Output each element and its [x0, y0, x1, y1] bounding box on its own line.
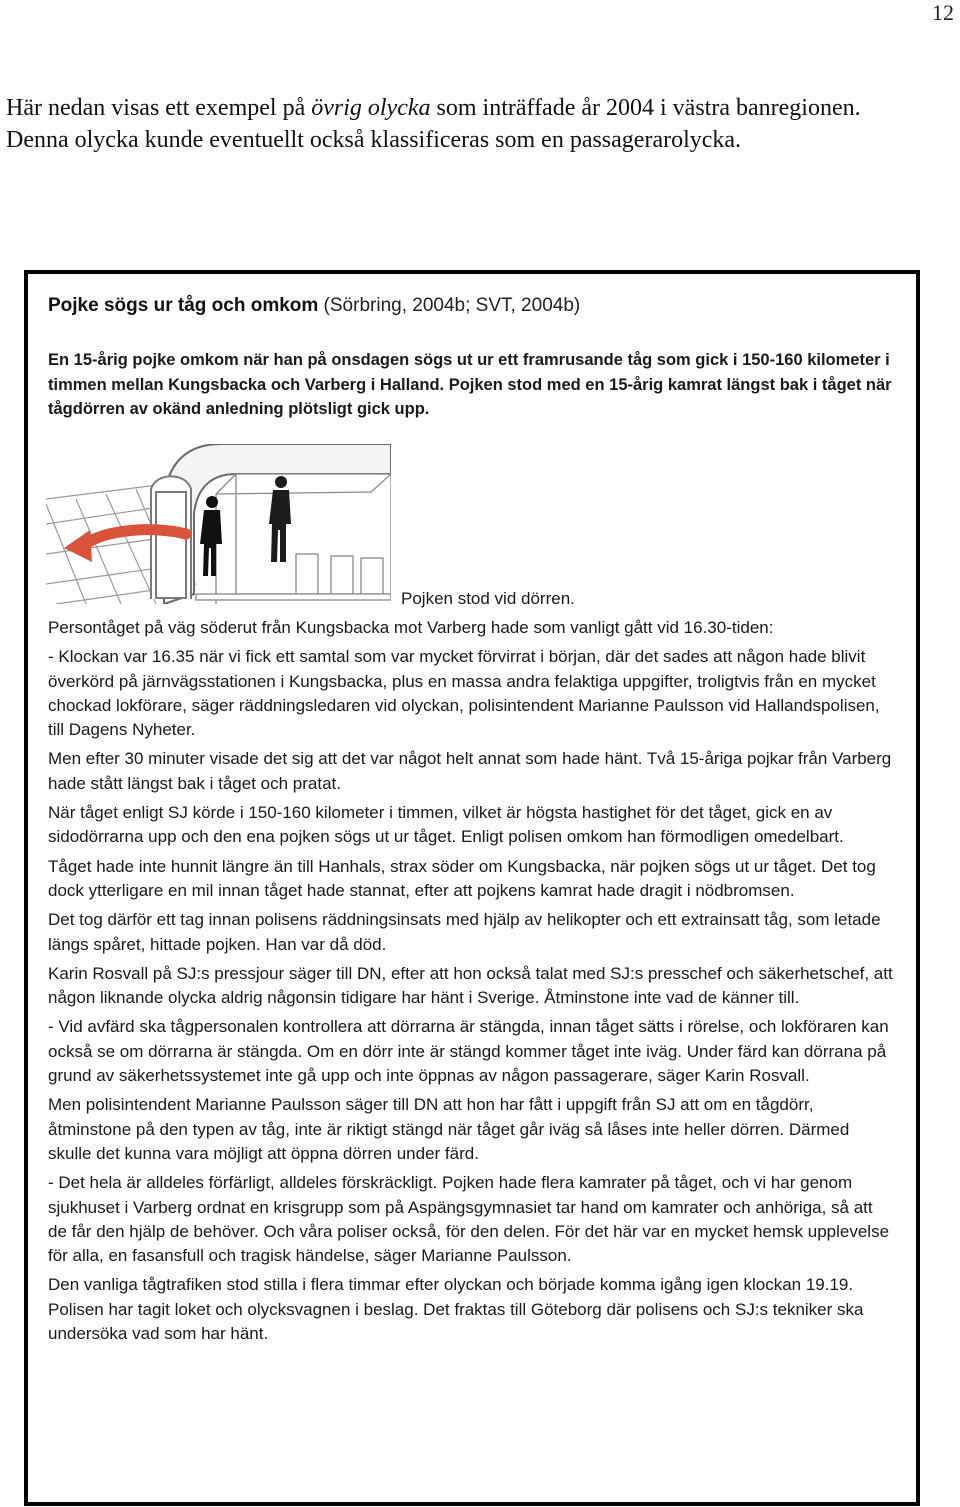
body-paragraph: Persontåget på väg söderut från Kungsbacka mot Varberg hade som vanligt gått vid 16.30-tiden:	[48, 618, 774, 637]
body-paragraph: - Det hela är alldeles förfärligt, alldeles förskräckligt. Pojken hade flera kamrater på tåget, och vi har genom sjukhuset i Varberg ordnat en krisgrupp som på Aspängsgymnasiet tar hand om kamrater och anhöriga, så att de får den hjälp de behöver. Och våra poliser också, för den delen. För det här var en mycket hemsk upplevelse för alla, en fasansfull och tragisk händelse, säger Marianne Paulsson.	[48, 1173, 890, 1266]
article-heading	[48, 294, 888, 318]
intro-text-after: som inträffade år 2004 i västra banregionen. Denna olycka kunde eventuellt också klassificeras som en passagerarolycka.	[6, 95, 861, 153]
body-paragraph: - Vid avfärd ska tågpersonalen kontrollera att dörrarna är stängda, innan tåget sätts i rörelse, och lokföraren kan också se om dörrarna är stängda. Om en dörr inte är stängd kommer tåget inte iväg. Under färd kan dörrana på grund av säkerhetssystemet inte gå upp och inte öppnas av någon passagerare, säger Karin Rosvall.	[48, 1017, 889, 1086]
body-paragraph: Karin Rosvall på SJ:s pressjour säger till DN, efter att hon också talat med SJ:s presschef och säkerhetschef, att någon liknande olycka aldrig någonsin tidigare har hänt i Sverige. Åtminstone inte vad de känner till.	[48, 963, 893, 1008]
intro-text-before: Här nedan visas ett exempel på	[6, 95, 312, 121]
article-source: (Sörbring, 2004b; SVT, 2004b)	[318, 295, 581, 316]
body-paragraph: När tåget enligt SJ körde i 150-160 kilometer i timmen, vilket är högsta hastighet för det tåget, gick en av sidodörrarna upp och den ena pojken sögs ut ur tåget. Enligt polisen omkom han förmodligen omedelbart.	[48, 803, 844, 847]
train-door-illustration	[46, 444, 391, 604]
body-paragraph: - Klockan var 16.35 när vi fick ett samtal som var mycket förvirrat i början, där det sades att någon hade blivit överkörd på järnvägsstationen i Kungsbacka, plus en massa andra felaktiga uppgifter, troligtvis från en mycket chockad lokförare, säger räddningsledaren vid olyckan, polisintendent Marianne Paulsson vid Hallandspolisen, till Dagens Nyheter.	[48, 647, 880, 740]
body-paragraph: Men efter 30 minuter visade det sig att det var något helt annat som hade hänt. Två 15-åriga pojkar från Varberg hade stått längst bak i tåget och pratat.	[48, 749, 892, 793]
body-paragraph: Den vanliga tågtrafiken stod stilla i flera timmar efter olyckan och började komma igång igen klockan 19.19. Polisen har tagit loket och olycksvagnen i beslag. Det fraktas till Göteborg där polisens och SJ:s tekniker ska undersöka vad som har hänt.	[48, 1275, 864, 1344]
train-door-drawing	[46, 444, 391, 604]
figure-caption: Pojken stod vid dörren.	[401, 589, 575, 608]
intro-emphasis: övrig olycka	[311, 95, 431, 121]
page-number: 12	[932, 0, 954, 25]
article-lead: En 15-årig pojke omkom när han på onsdagen sögs ut ur ett framrusande tåg som gick i 150-160 kilometer i timmen mellan Kungsbacka och Varberg i Halland. Pojken stod med en 15-årig kamrat längst bak i tåget när tågdörren av okänd anledning plötsligt gick upp.	[48, 351, 892, 418]
intro-paragraph	[6, 92, 906, 156]
person-by-door	[200, 496, 222, 576]
body-paragraph: Det tog därför ett tag innan polisens räddningsinsats med hjälp av helikopter och ett extrainsatt tåg, som letade längs spåret, hittade pojken. Han var då död.	[48, 910, 881, 954]
body-paragraph: Tåget hade inte hunnit längre än till Hanhals, strax söder om Kungsbacka, när pojken sögs ut ur tåget. Det tog dock ytterligare en mil innan tåget hade stannat, efter att pojkens kamrat hade dragit i nödbromsen.	[48, 856, 876, 900]
article-body	[48, 616, 893, 1351]
article-box	[24, 270, 920, 1506]
article-title: Pojke sögs ur tåg och omkom	[48, 295, 319, 316]
body-paragraph: Men polisintendent Marianne Paulsson säger till DN att hon har fått i uppgift från SJ att om en tågdörr, åtminstone på den typen av tåg, inte är riktigt stängd när tåget går iväg så låses inte heller dörren. Därmed skulle det kunna vara möjligt att öppna dörren under färd.	[48, 1095, 850, 1163]
